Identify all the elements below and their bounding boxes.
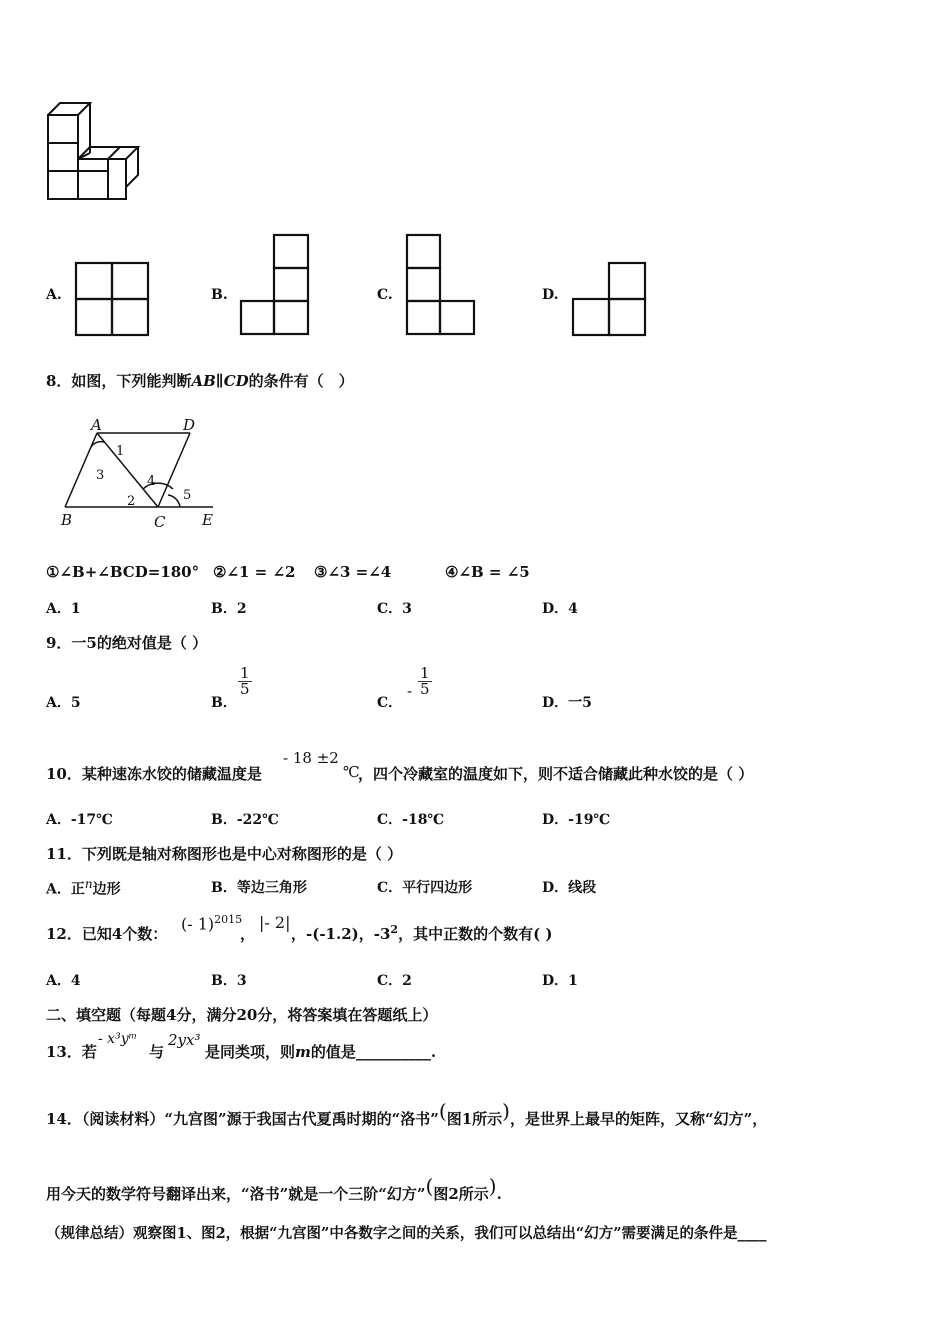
q12-option-b[interactable]: B．3 bbox=[211, 973, 247, 989]
q12-option-c[interactable]: C．2 bbox=[377, 973, 412, 989]
q11-stem: 11．下列既是轴对称图形也是中心对称图形的是（ ） bbox=[46, 845, 403, 863]
q8-ab-cd: AB∥CD bbox=[191, 372, 249, 390]
q14-line-3: （规律总结）观察图1、图2，根据“九宫图”中各数字之间的关系，我们可以总结出“幻方”需要满足的条件是____ bbox=[46, 1225, 767, 1242]
q7-option-b-label[interactable]: B. bbox=[211, 287, 228, 303]
q9-option-c[interactable]: C． bbox=[377, 695, 403, 711]
q8-option-c[interactable]: C．3 bbox=[377, 601, 412, 617]
q10-unit: ℃ bbox=[343, 763, 360, 781]
q12-comma: ， bbox=[240, 925, 256, 943]
q12-option-a[interactable]: A．4 bbox=[46, 973, 81, 989]
q9-option-b[interactable]: B． bbox=[211, 695, 237, 711]
q8-condition-3: ③∠3 =∠4 bbox=[314, 563, 392, 581]
label-a: A bbox=[91, 416, 102, 434]
q9-option-c-sign: - bbox=[407, 682, 413, 700]
q8-option-a[interactable]: A．1 bbox=[46, 601, 81, 617]
q13-mid: 与 bbox=[149, 1043, 165, 1061]
angle-2: 2 bbox=[127, 494, 136, 509]
q8-condition-2: ②∠1 = ∠2 bbox=[213, 563, 296, 581]
q7-option-d-label[interactable]: D. bbox=[542, 287, 559, 303]
q13-tail: 是同类项，则m的值是__________. bbox=[205, 1043, 437, 1061]
q12-stem-head: 12．已知4个数： bbox=[46, 925, 168, 943]
q9-stem: 9．一5的绝对值是（ ） bbox=[46, 634, 208, 652]
label-c: C bbox=[154, 513, 166, 531]
q13-term-1: - x³yᵐ bbox=[98, 1031, 138, 1047]
label-b: B bbox=[61, 511, 73, 529]
q12-stem-rest: ，-(-1.2)，$-3^2$，其中正数的个数有( ) bbox=[291, 923, 553, 943]
q9-option-a[interactable]: A．5 bbox=[46, 695, 81, 711]
angle-4: 4 bbox=[147, 474, 156, 489]
label-e: E bbox=[202, 511, 213, 529]
q8-condition-1: ①∠B+∠BCD=180° bbox=[46, 563, 200, 581]
q13-head: 13．若 bbox=[46, 1043, 97, 1061]
q8-stem: 8．如图，下列能判断AB∥CD的条件有（ ） bbox=[46, 372, 354, 390]
q10-option-c[interactable]: C．-18℃ bbox=[377, 812, 445, 828]
angle-3: 3 bbox=[96, 468, 105, 483]
q10-stem-tail: ，四个冷藏室的温度如下，则不适合储藏此种水饺的是（ ） bbox=[358, 765, 754, 783]
q9-option-c-fraction: $\frac{1}{5}$ bbox=[420, 664, 430, 698]
q10-option-a[interactable]: A．-17℃ bbox=[46, 812, 113, 828]
cube-stack-figure bbox=[40, 95, 150, 210]
q13-term-2: 2yx³ bbox=[168, 1031, 201, 1049]
angle-1: 1 bbox=[116, 444, 125, 459]
q8-condition-4: ④∠B = ∠5 bbox=[445, 563, 530, 581]
q14-line-2: 用今天的数学符号翻译出来，“洛书”就是一个三阶“幻方”(图2所示). bbox=[46, 1174, 502, 1203]
q10-option-d[interactable]: D．-19℃ bbox=[542, 812, 611, 828]
label-d: D bbox=[183, 416, 196, 434]
q11-option-a[interactable]: A．正$^n$边形 bbox=[46, 877, 121, 898]
q8-option-b[interactable]: B．2 bbox=[211, 601, 247, 617]
angle-5: 5 bbox=[183, 488, 192, 503]
q14-line-1: 14．（阅读材料）“九宫图”源于我国古代夏禹时期的“洛书”(图1所示)，是世界上最早的矩阵，又称“幻方”， bbox=[46, 1099, 768, 1128]
q12-expr-1: (- 1)$^{2015}$ bbox=[181, 913, 243, 934]
q7-option-a-figure[interactable] bbox=[75, 262, 149, 336]
q7-option-d-figure[interactable] bbox=[572, 262, 646, 336]
q12-option-d[interactable]: D．1 bbox=[542, 973, 578, 989]
q9-option-b-fraction: $\frac{1}{5}$ bbox=[240, 664, 250, 698]
q8-option-d[interactable]: D．4 bbox=[542, 601, 578, 617]
section-heading: 二、填空题（每题4分，满分20分，将答案填在答题纸上） bbox=[46, 1006, 438, 1024]
q11-option-d[interactable]: D．线段 bbox=[542, 880, 597, 896]
parallelogram-figure bbox=[55, 415, 225, 535]
q7-option-c-label[interactable]: C. bbox=[377, 287, 393, 303]
q11-option-c[interactable]: C．平行四边形 bbox=[377, 880, 473, 896]
q9-option-d[interactable]: D．一5 bbox=[542, 695, 592, 711]
q10-stem-head: 10．某种速冻水饺的储藏温度是 bbox=[46, 765, 262, 783]
q12-expr-2: |- 2| bbox=[259, 913, 291, 932]
q7-option-c-figure[interactable] bbox=[406, 234, 476, 336]
q7-option-a-label[interactable]: A. bbox=[46, 287, 62, 303]
q11-option-b[interactable]: B．等边三角形 bbox=[211, 880, 307, 896]
q7-option-b-figure[interactable] bbox=[240, 234, 310, 336]
q10-option-b[interactable]: B．-22℃ bbox=[211, 812, 279, 828]
q10-temperature: - 18 ±2 bbox=[283, 749, 339, 767]
